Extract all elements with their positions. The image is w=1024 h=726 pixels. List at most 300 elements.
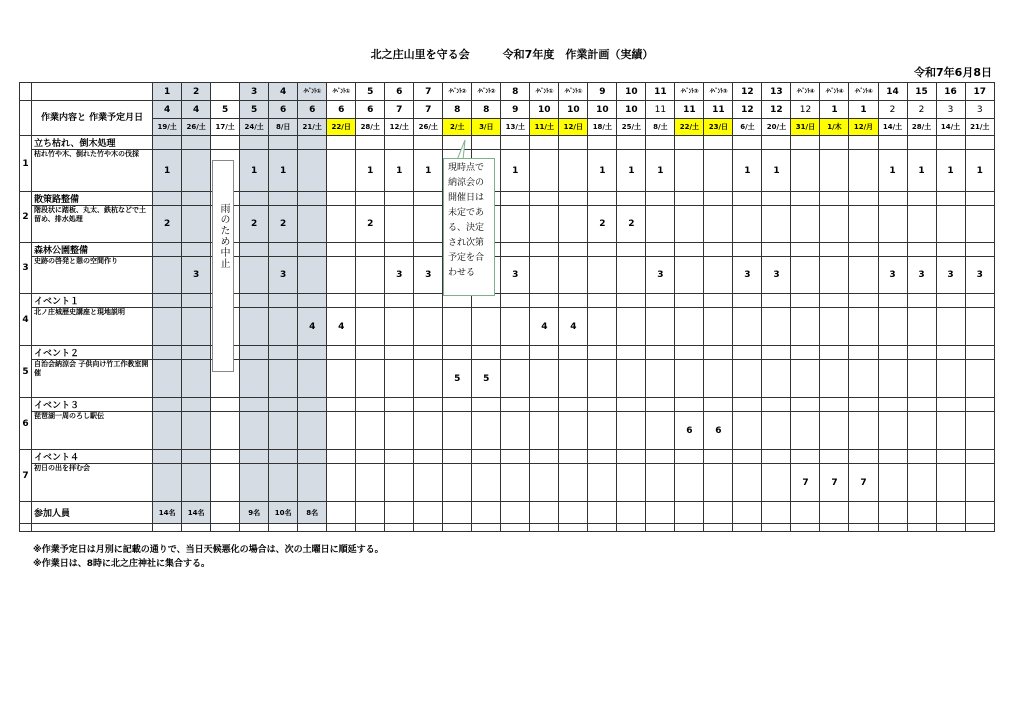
empty-cell <box>878 398 907 412</box>
empty-cell <box>298 346 327 360</box>
value-cell <box>646 360 675 398</box>
empty-cell <box>936 243 965 257</box>
col-seq: 7 <box>414 83 443 101</box>
section-header-row <box>20 192 995 206</box>
value-cell <box>733 464 762 502</box>
col-date: 31/日 <box>791 119 820 136</box>
empty-cell <box>298 136 327 150</box>
empty-cell <box>153 398 182 412</box>
empty-cell <box>530 136 559 150</box>
empty-cell <box>704 346 733 360</box>
empty-cell <box>936 136 965 150</box>
empty-cell <box>414 346 443 360</box>
col-seq: 15 <box>907 83 936 101</box>
empty-cell <box>385 136 414 150</box>
participants-cell <box>443 502 472 524</box>
header-row-seq <box>20 83 995 101</box>
empty-cell <box>501 524 530 532</box>
section-header-row <box>20 294 995 308</box>
section-header-row <box>20 398 995 412</box>
value-cell: 1 <box>269 150 298 192</box>
empty-cell <box>182 243 211 257</box>
empty-cell <box>617 524 646 532</box>
empty-cell <box>269 346 298 360</box>
empty-cell <box>965 524 994 532</box>
empty-cell <box>936 192 965 206</box>
empty-cell <box>356 192 385 206</box>
section-number: 1 <box>20 136 32 192</box>
col-date: 26/土 <box>414 119 443 136</box>
col-month: 8 <box>472 101 501 119</box>
value-cell <box>559 464 588 502</box>
empty-cell <box>646 346 675 360</box>
value-cell <box>443 308 472 346</box>
empty-cell <box>791 192 820 206</box>
header-row-date <box>20 119 995 136</box>
empty-cell <box>936 294 965 308</box>
rain-cancel-note <box>212 160 234 372</box>
empty-cell <box>849 450 878 464</box>
empty-cell <box>704 192 733 206</box>
col-month: 4 <box>153 101 182 119</box>
participants-cell <box>907 502 936 524</box>
value-cell <box>385 360 414 398</box>
participants-cell <box>327 502 356 524</box>
section-name: 散策路整備 <box>32 192 153 206</box>
col-date: 21/土 <box>298 119 327 136</box>
empty-cell <box>791 450 820 464</box>
empty-cell <box>559 243 588 257</box>
value-cell <box>356 464 385 502</box>
empty-cell <box>820 192 849 206</box>
participants-cell <box>849 502 878 524</box>
value-cell <box>907 360 936 398</box>
value-cell <box>182 412 211 450</box>
empty-cell <box>588 294 617 308</box>
empty-cell <box>733 450 762 464</box>
value-cell <box>849 257 878 294</box>
col-month: 6 <box>298 101 327 119</box>
value-cell <box>385 464 414 502</box>
col-month: 2 <box>907 101 936 119</box>
empty-cell <box>182 192 211 206</box>
col-seq: ｲﾍﾞﾝﾄ④ <box>791 83 820 101</box>
value-cell <box>530 412 559 450</box>
value-cell: 1 <box>762 150 791 192</box>
section-name: 立ち枯れ、倒木処理 <box>32 136 153 150</box>
participants-cell: 9名 <box>240 502 269 524</box>
participants-cell <box>820 502 849 524</box>
value-cell <box>704 360 733 398</box>
empty-cell <box>153 192 182 206</box>
rain-note-text: 雨のため中止 <box>218 203 229 269</box>
value-cell <box>356 412 385 450</box>
section-number: 3 <box>20 243 32 294</box>
empty-cell <box>675 136 704 150</box>
empty-cell <box>675 524 704 532</box>
section-desc: 初日の出を拝む会 <box>32 464 153 502</box>
col-date: 2/土 <box>443 119 472 136</box>
schedule-table <box>19 82 995 532</box>
value-cell <box>385 206 414 243</box>
value-cell: 1 <box>733 150 762 192</box>
col-month: 5 <box>211 101 240 119</box>
value-cell <box>849 360 878 398</box>
col-date: 28/土 <box>356 119 385 136</box>
empty-cell <box>240 136 269 150</box>
empty-cell <box>646 192 675 206</box>
participants-cell: 10名 <box>269 502 298 524</box>
value-cell <box>646 206 675 243</box>
value-cell: 3 <box>385 257 414 294</box>
participants-cell: 14名 <box>153 502 182 524</box>
empty-cell <box>530 450 559 464</box>
col-month: 11 <box>704 101 733 119</box>
empty-cell <box>704 524 733 532</box>
value-cell <box>675 257 704 294</box>
empty-cell <box>501 294 530 308</box>
col-date: 13/土 <box>501 119 530 136</box>
value-cell <box>414 412 443 450</box>
value-cell <box>443 464 472 502</box>
empty-cell <box>298 524 327 532</box>
empty-cell <box>501 450 530 464</box>
empty-cell <box>472 450 501 464</box>
col-date: 18/土 <box>588 119 617 136</box>
participants-cell: 14名 <box>182 502 211 524</box>
value-cell <box>559 150 588 192</box>
value-cell <box>791 150 820 192</box>
value-cell: 1 <box>414 150 443 192</box>
value-cell <box>240 360 269 398</box>
value-cell: 7 <box>820 464 849 502</box>
empty-cell <box>327 136 356 150</box>
col-month: 10 <box>588 101 617 119</box>
value-cell <box>327 206 356 243</box>
empty-cell <box>907 192 936 206</box>
col-seq: 13 <box>762 83 791 101</box>
empty-cell <box>443 450 472 464</box>
empty-cell <box>269 524 298 532</box>
value-cell <box>211 412 240 450</box>
empty-cell <box>501 243 530 257</box>
value-cell <box>530 150 559 192</box>
empty-cell <box>646 136 675 150</box>
value-cell <box>820 360 849 398</box>
value-cell <box>675 206 704 243</box>
empty-cell <box>646 398 675 412</box>
section-name: イベント１ <box>32 294 153 308</box>
footnote-1: ※作業予定日は月別に記載の通りで、当日天候悪化の場合は、次の土曜日に順延する。 <box>33 545 384 555</box>
value-cell <box>733 206 762 243</box>
value-cell <box>472 308 501 346</box>
empty-cell <box>588 346 617 360</box>
value-cell <box>298 150 327 192</box>
empty-cell <box>965 294 994 308</box>
page-title: 北之庄山里を守る会 令和7年度 作業計画（実績） <box>370 48 654 61</box>
empty-cell <box>820 450 849 464</box>
empty-cell <box>501 398 530 412</box>
value-cell <box>472 464 501 502</box>
empty-cell <box>385 450 414 464</box>
empty-cell <box>182 398 211 412</box>
empty-cell <box>820 136 849 150</box>
value-cell: 2 <box>356 206 385 243</box>
value-cell <box>298 360 327 398</box>
value-cell: 4 <box>298 308 327 346</box>
value-cell <box>327 150 356 192</box>
empty-cell <box>965 346 994 360</box>
empty-cell <box>733 243 762 257</box>
empty-cell <box>414 243 443 257</box>
section-name: イベント２ <box>32 346 153 360</box>
empty-cell <box>820 524 849 532</box>
empty-cell <box>762 192 791 206</box>
col-month: 8 <box>443 101 472 119</box>
empty-cell <box>153 136 182 150</box>
empty-cell <box>675 243 704 257</box>
col-month: 12 <box>762 101 791 119</box>
empty-cell <box>878 346 907 360</box>
value-cell <box>501 412 530 450</box>
col-date: 8/日 <box>269 119 298 136</box>
value-cell <box>298 206 327 243</box>
col-month: 12 <box>733 101 762 119</box>
empty-cell <box>414 294 443 308</box>
participants-label: 参加人員 <box>32 502 153 524</box>
empty-cell <box>559 450 588 464</box>
col-date: 14/土 <box>878 119 907 136</box>
value-cell <box>878 412 907 450</box>
col-date: 8/土 <box>646 119 675 136</box>
col-seq: ｲﾍﾞﾝﾄ① <box>298 83 327 101</box>
col-month: 3 <box>936 101 965 119</box>
value-cell: 1 <box>965 150 994 192</box>
empty-cell <box>936 524 965 532</box>
empty-cell <box>356 450 385 464</box>
participants-cell <box>211 502 240 524</box>
empty-cell <box>327 192 356 206</box>
empty-cell <box>211 136 240 150</box>
empty-cell <box>182 524 211 532</box>
empty-cell <box>936 346 965 360</box>
participants-cell <box>385 502 414 524</box>
empty-cell <box>762 294 791 308</box>
value-cell <box>878 206 907 243</box>
participants-cell <box>791 502 820 524</box>
value-cell <box>588 464 617 502</box>
value-cell <box>327 257 356 294</box>
empty-cell <box>356 294 385 308</box>
empty-cell <box>153 524 182 532</box>
empty-cell <box>269 192 298 206</box>
empty-cell <box>327 346 356 360</box>
value-cell <box>907 464 936 502</box>
section-header-row <box>20 450 995 464</box>
empty-cell <box>849 136 878 150</box>
value-cell <box>414 206 443 243</box>
empty-cell <box>240 346 269 360</box>
blank-cell <box>20 83 32 101</box>
col-seq: 6 <box>385 83 414 101</box>
empty-cell <box>762 524 791 532</box>
value-cell <box>704 150 733 192</box>
empty-cell <box>472 398 501 412</box>
participants-cell <box>646 502 675 524</box>
section-desc: 北ノ庄城歴史講座と現地説明 <box>32 308 153 346</box>
value-cell <box>762 464 791 502</box>
col-date: 23/日 <box>704 119 733 136</box>
empty-cell <box>501 192 530 206</box>
empty-cell <box>530 398 559 412</box>
participants-cell <box>559 502 588 524</box>
col-month: 5 <box>240 101 269 119</box>
value-cell <box>414 464 443 502</box>
empty-cell <box>791 398 820 412</box>
value-cell: 1 <box>646 150 675 192</box>
section-value-row <box>20 412 995 450</box>
empty-cell <box>907 136 936 150</box>
empty-cell <box>530 524 559 532</box>
empty-cell <box>588 192 617 206</box>
value-cell <box>762 360 791 398</box>
empty-cell <box>356 398 385 412</box>
empty-cell <box>907 398 936 412</box>
empty-cell <box>153 346 182 360</box>
empty-cell <box>240 294 269 308</box>
value-cell <box>704 464 733 502</box>
section-number: 7 <box>20 450 32 502</box>
col-date: 12/土 <box>385 119 414 136</box>
col-seq: ｲﾍﾞﾝﾄ② <box>472 83 501 101</box>
empty-cell <box>588 243 617 257</box>
empty-cell <box>472 346 501 360</box>
col-seq: 17 <box>965 83 994 101</box>
col-seq <box>211 83 240 101</box>
empty-cell <box>385 294 414 308</box>
empty-cell <box>182 346 211 360</box>
empty-cell <box>414 136 443 150</box>
empty-cell <box>530 243 559 257</box>
col-date: 14/土 <box>936 119 965 136</box>
value-cell <box>704 257 733 294</box>
value-cell <box>936 206 965 243</box>
value-cell <box>530 257 559 294</box>
value-cell <box>849 206 878 243</box>
value-cell <box>820 206 849 243</box>
col-seq: 11 <box>646 83 675 101</box>
empty-cell <box>182 294 211 308</box>
value-cell <box>617 308 646 346</box>
value-cell <box>501 206 530 243</box>
value-cell <box>530 360 559 398</box>
section-value-row <box>20 206 995 243</box>
value-cell: 1 <box>385 150 414 192</box>
value-cell <box>965 412 994 450</box>
value-cell <box>269 412 298 450</box>
blank-cell <box>20 101 32 136</box>
empty-cell <box>530 192 559 206</box>
empty-cell <box>385 243 414 257</box>
value-cell <box>936 360 965 398</box>
empty-cell <box>965 243 994 257</box>
value-cell <box>559 257 588 294</box>
col-month: 7 <box>414 101 443 119</box>
col-month: 9 <box>501 101 530 119</box>
value-cell: 1 <box>240 150 269 192</box>
empty-cell <box>646 450 675 464</box>
value-cell <box>820 308 849 346</box>
empty-cell <box>617 346 646 360</box>
empty-cell <box>762 398 791 412</box>
value-cell <box>240 464 269 502</box>
participants-cell <box>965 502 994 524</box>
section-value-row <box>20 150 995 192</box>
section-header-row <box>20 243 995 257</box>
value-cell <box>733 412 762 450</box>
value-cell <box>501 360 530 398</box>
section-header-row <box>20 136 995 150</box>
empty-cell <box>646 243 675 257</box>
value-cell <box>791 206 820 243</box>
empty-cell <box>414 524 443 532</box>
value-cell <box>559 412 588 450</box>
value-cell: 3 <box>269 257 298 294</box>
empty-cell <box>907 346 936 360</box>
value-cell <box>530 206 559 243</box>
value-cell: 3 <box>646 257 675 294</box>
value-cell <box>153 464 182 502</box>
value-cell <box>849 150 878 192</box>
empty-cell <box>559 346 588 360</box>
empty-cell <box>385 346 414 360</box>
col-seq: 12 <box>733 83 762 101</box>
value-cell: 3 <box>733 257 762 294</box>
col-month: 2 <box>878 101 907 119</box>
value-cell: 3 <box>762 257 791 294</box>
value-cell <box>617 257 646 294</box>
value-cell <box>791 308 820 346</box>
value-cell <box>559 206 588 243</box>
empty-cell <box>617 294 646 308</box>
col-seq: 14 <box>878 83 907 101</box>
participants-cell <box>472 502 501 524</box>
col-date: 24/土 <box>240 119 269 136</box>
value-cell: 1 <box>356 150 385 192</box>
value-cell <box>965 308 994 346</box>
empty-cell <box>965 450 994 464</box>
value-cell <box>820 257 849 294</box>
value-cell <box>385 412 414 450</box>
value-cell <box>240 412 269 450</box>
col-month: 7 <box>385 101 414 119</box>
value-cell <box>356 360 385 398</box>
callout-note: 現時点で納涼会の開催日は未定である、決定され次第予定を合わせる <box>443 158 495 296</box>
blank-cell <box>32 524 153 532</box>
value-cell <box>791 360 820 398</box>
value-cell <box>153 257 182 294</box>
empty-cell <box>414 192 443 206</box>
participants-row <box>20 502 995 524</box>
value-cell <box>298 257 327 294</box>
header-label: 作業内容と 作業予定月日 <box>32 101 153 136</box>
blank-cell <box>20 524 32 532</box>
empty-cell <box>182 136 211 150</box>
section-name: イベント４ <box>32 450 153 464</box>
value-cell: 1 <box>501 150 530 192</box>
value-cell <box>617 360 646 398</box>
value-cell: 3 <box>182 257 211 294</box>
